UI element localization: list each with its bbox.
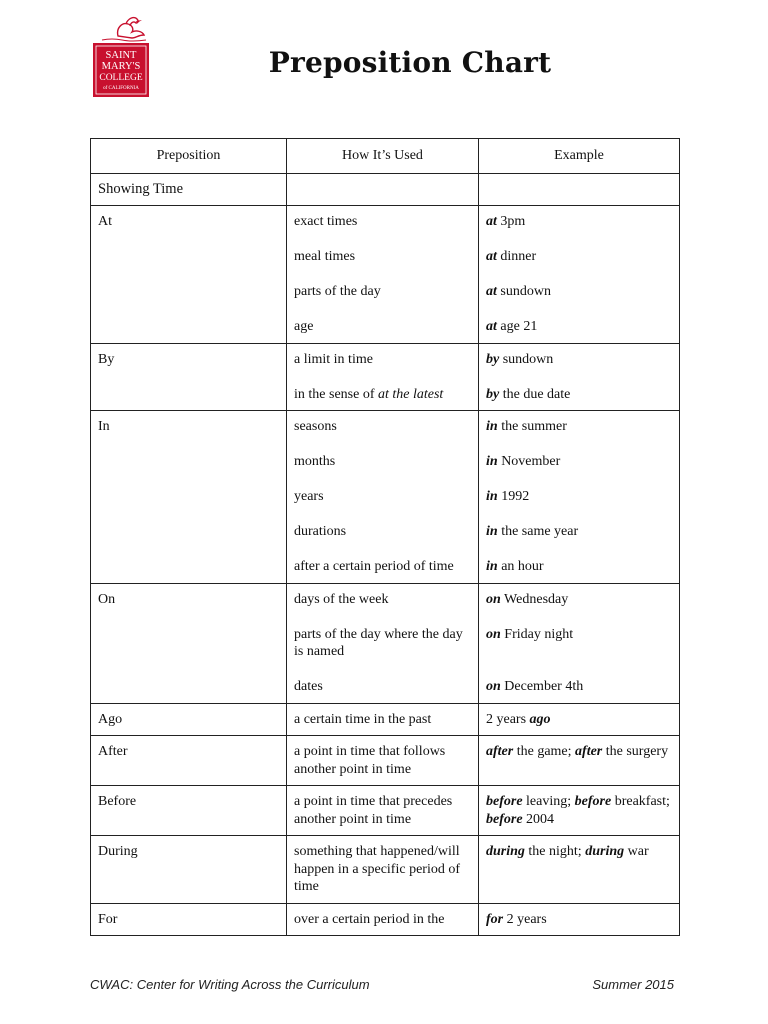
example-text: the night;: [524, 844, 586, 859]
keyword: at: [486, 249, 497, 264]
usage-cell: [287, 206, 479, 344]
keyword: in: [486, 489, 498, 504]
example-cell: [479, 836, 680, 904]
usage-line: dates: [294, 679, 323, 694]
table-body: [91, 173, 680, 936]
keyword: before: [486, 811, 523, 827]
table-row: [91, 836, 680, 904]
example-cell: [479, 583, 680, 703]
preposition-cell: Before: [91, 786, 287, 836]
example-line: [486, 351, 672, 369]
keyword: ago: [529, 711, 551, 727]
example-line: [486, 711, 672, 729]
example-text: dinner: [496, 249, 537, 264]
example-text: the due date: [499, 386, 571, 402]
example-text: age 21: [496, 319, 538, 334]
example-text: 3pm: [496, 214, 526, 229]
table-header-row: [91, 139, 680, 174]
keyword: on: [486, 679, 501, 694]
example-text: the summer: [497, 419, 567, 434]
preposition-cell: Ago: [91, 703, 287, 736]
keyword: before: [486, 794, 523, 809]
example-line: [486, 213, 672, 231]
example-line: [486, 793, 672, 828]
section-row: [91, 173, 680, 206]
usage-line: days of the week: [294, 591, 389, 607]
usage-line: exact times: [294, 214, 358, 229]
line-spacer: [486, 643, 672, 661]
example-text: in the sense of: [294, 386, 378, 402]
keyword: at: [486, 284, 497, 299]
keyword: in: [486, 419, 498, 434]
example-cell: [479, 786, 680, 836]
example-line: [486, 488, 672, 506]
example-text: the surgery: [602, 744, 669, 759]
usage-cell: [287, 836, 479, 904]
table-row: [91, 703, 680, 736]
preposition-cell: On: [91, 583, 287, 703]
preposition-cell: For: [91, 903, 287, 936]
table-row: [91, 583, 680, 703]
usage-line: a limit in time: [294, 351, 373, 367]
usage-cell: [287, 583, 479, 703]
preposition-cell: During: [91, 836, 287, 904]
example-text: war: [624, 844, 649, 859]
example-text: December 4th: [500, 679, 584, 694]
example-text: the game;: [513, 744, 576, 759]
example-line: [486, 453, 672, 471]
keyword: at: [486, 214, 497, 229]
keyword: at: [486, 319, 497, 334]
example-line: [486, 911, 672, 929]
usage-line: a certain time in the past: [294, 711, 432, 727]
example-line: [486, 386, 672, 404]
usage-cell: [287, 903, 479, 936]
column-header-example: Example: [479, 139, 680, 174]
keyword: in: [486, 559, 498, 574]
example-cell: [479, 343, 680, 411]
logo-line-1: SAINT: [105, 50, 137, 61]
usage-line: a point in time that follows another point in time: [294, 744, 446, 777]
example-text: an hour: [497, 559, 544, 574]
section-title: Showing Time: [91, 173, 287, 206]
usage-line: seasons: [294, 419, 337, 434]
preposition-table: [90, 138, 680, 936]
example-text: sundown: [499, 351, 554, 367]
page-title: Preposition Chart: [268, 46, 552, 79]
example-text: leaving;: [522, 794, 575, 809]
footer-org: CWAC: Center for Writing Across the Curriculum: [90, 977, 370, 992]
swan-icon: [102, 18, 146, 41]
keyword: in: [486, 524, 498, 539]
usage-line: parts of the day: [294, 284, 381, 299]
example-cell: [479, 736, 680, 786]
example-line: [486, 678, 672, 696]
usage-line: years: [294, 489, 324, 504]
table-row: [91, 903, 680, 936]
example-line: [486, 248, 672, 266]
usage-line: after a certain period of time: [294, 559, 454, 574]
example-line: [486, 626, 672, 644]
example-line: [486, 523, 672, 541]
keyword: on: [486, 591, 501, 607]
usage-line: age: [294, 319, 314, 334]
usage-cell: [287, 736, 479, 786]
usage-line: something that happened/will happen in a specific period of time: [294, 844, 460, 894]
example-line: [486, 318, 672, 336]
keyword: during: [585, 844, 625, 859]
example-line: [486, 283, 672, 301]
table-row: [91, 343, 680, 411]
footer-date: Summer 2015: [592, 977, 674, 992]
usage-line: months: [294, 454, 336, 469]
example-cell: [479, 703, 680, 736]
keyword: before: [574, 794, 612, 809]
preposition-cell: After: [91, 736, 287, 786]
usage-line: over a certain period in the: [294, 911, 445, 927]
example-line: [486, 843, 672, 861]
example-text: sundown: [496, 284, 551, 299]
example-text: the same year: [497, 524, 579, 539]
example-cell: [479, 411, 680, 584]
table-row: [91, 736, 680, 786]
column-header-how-used: How It’s Used: [287, 139, 479, 174]
example-line: [486, 743, 672, 761]
usage-line: parts of the day where the day is named: [294, 626, 463, 659]
example-text: 2 years: [503, 911, 547, 927]
column-header-preposition: Preposition: [91, 139, 287, 174]
table-row: [91, 786, 680, 836]
example-line: [486, 591, 672, 609]
logo-line-3: COLLEGE: [99, 73, 143, 83]
table-row: [91, 411, 680, 584]
table-cell: [479, 173, 680, 206]
example-cell: [479, 903, 680, 936]
usage-cell: [287, 786, 479, 836]
keyword: after: [486, 744, 514, 759]
example-text: 2 years: [486, 711, 530, 727]
preposition-cell: By: [91, 343, 287, 411]
logo-line-2: MARY'S: [101, 61, 141, 72]
example-text: Wednesday: [500, 591, 569, 607]
example-text: Friday night: [500, 626, 574, 642]
keyword: by: [486, 386, 500, 402]
example-text: 1992: [497, 489, 530, 504]
keyword: on: [486, 626, 501, 642]
keyword: in: [486, 454, 498, 469]
preposition-cell: At: [91, 206, 287, 344]
usage-cell: [287, 411, 479, 584]
logo-line-4: of CALIFORNIA: [103, 86, 139, 91]
usage-cell: [287, 703, 479, 736]
example-text: breakfast;: [611, 794, 670, 809]
example-cell: [479, 206, 680, 344]
keyword: after: [575, 744, 603, 759]
example-line: [486, 418, 672, 436]
usage-line: meal times: [294, 249, 356, 264]
table-row: [91, 206, 680, 344]
keyword: by: [486, 351, 500, 367]
keyword: during: [486, 844, 525, 859]
usage-line: [294, 386, 471, 404]
italic-phrase: at the latest: [377, 386, 444, 402]
usage-line: durations: [294, 524, 347, 539]
usage-line: a point in time that precedes another point in time: [294, 794, 453, 827]
example-text: 2004: [522, 811, 555, 827]
preposition-cell: In: [91, 411, 287, 584]
table-cell: [287, 173, 479, 206]
example-line: [486, 558, 672, 576]
keyword: for: [486, 911, 504, 927]
usage-cell: [287, 343, 479, 411]
example-text: November: [497, 454, 561, 469]
